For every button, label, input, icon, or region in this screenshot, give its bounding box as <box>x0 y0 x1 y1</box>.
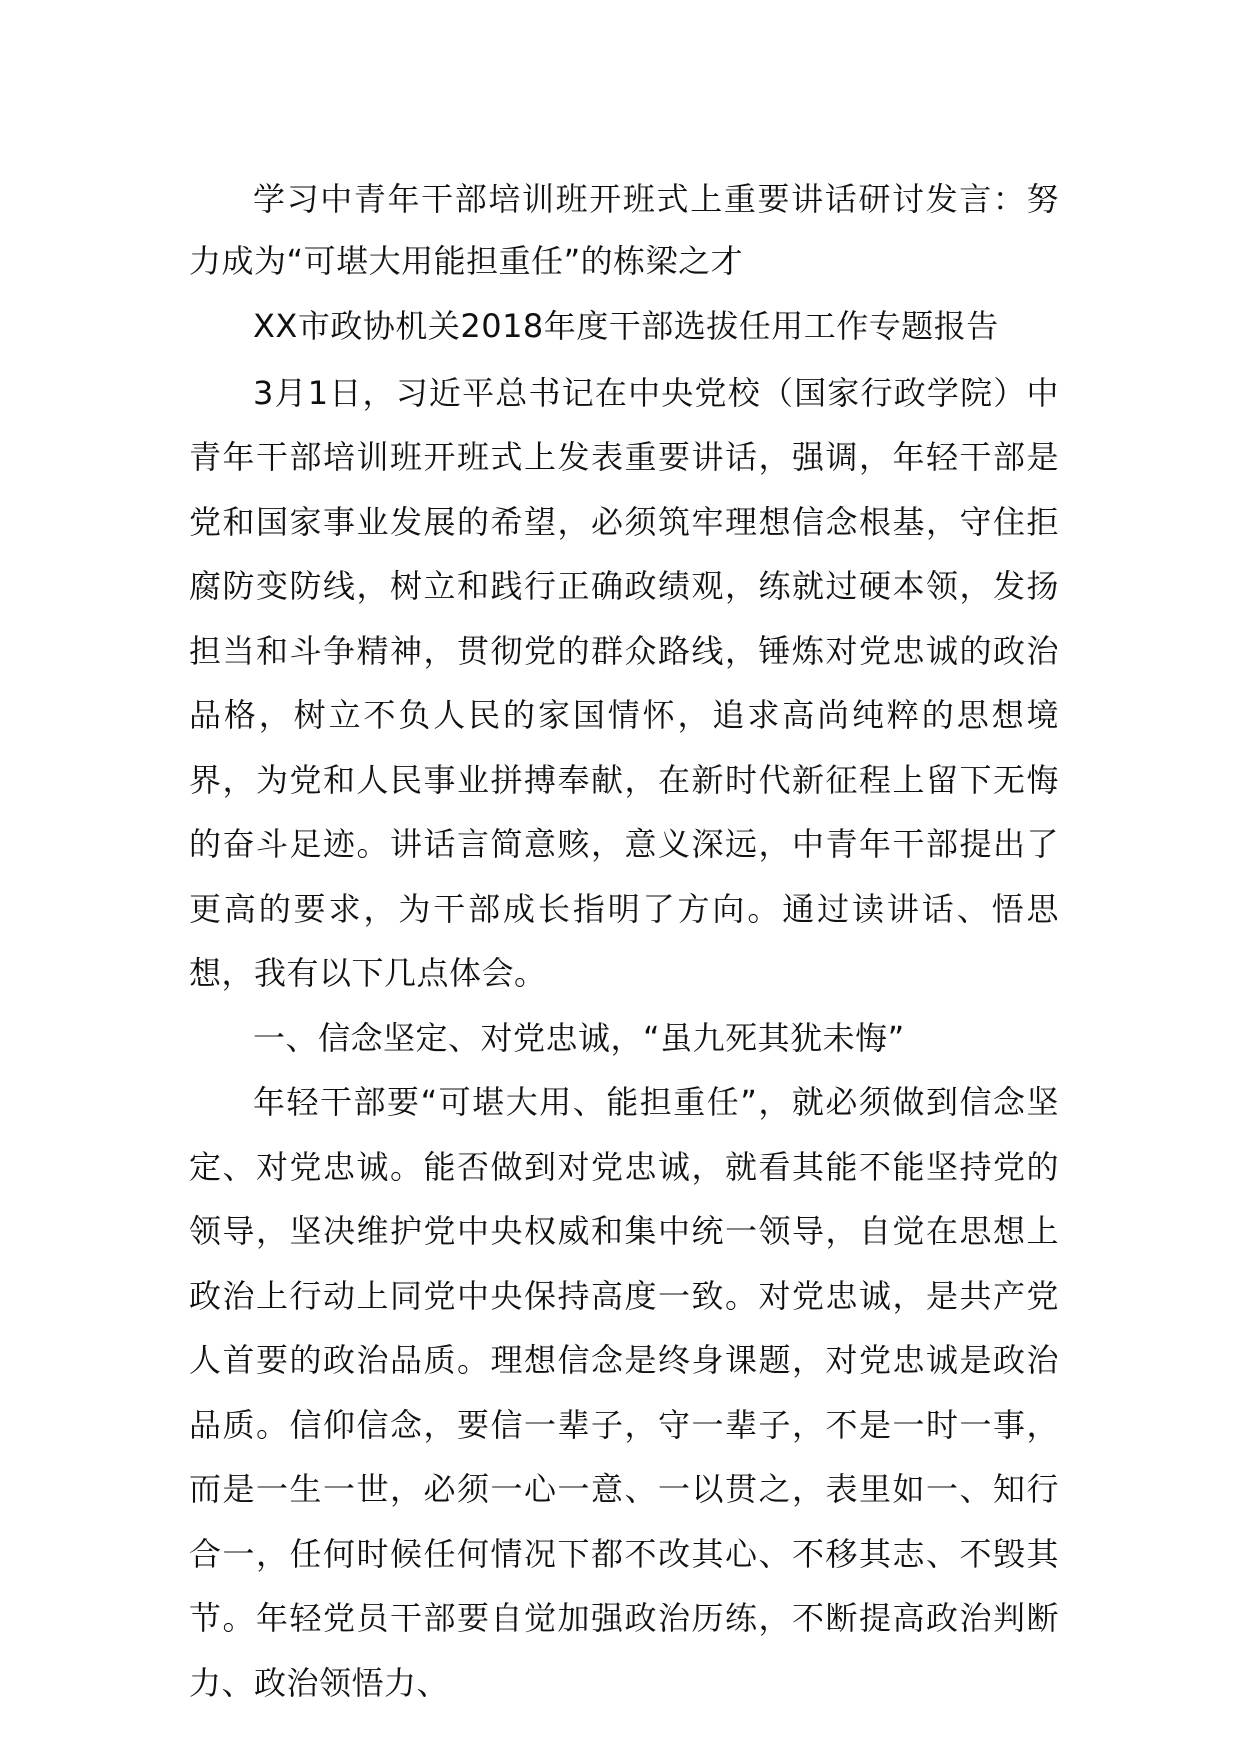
body-paragraph-section-1: 年轻干部要“可堪大用、能担重任”，就必须做到信念坚定、对党忠诚。能否做到对党忠诚，就看其能不能坚持党的领导，坚决维护党中央权威和集中统一领导，自觉在思想上政治上行动上同党中央保持高度一致。对党忠诚，是共产党人首要的政治品质。理想信念是终身课题，对党忠诚是政治品质。信仰信念，要信一辈子，守一辈子，不是一时一事，而是一生一世，必须一心一意、一以贯之，表里如一、知行合一，任何时候任何情况下都不改其心、不移其志、不毁其节。年轻党员干部要自觉加强政治历练，不断提高政治判断力、政治领悟力、 <box>189 1083 1059 1702</box>
body-paragraph-intro: 3月1日，习近平总书记在中央党校（国家行政学院）中青年干部培训班开班式上发表重要讲话，强调，年轻干部是党和国家事业发展的希望，必须筑牢理想信念根基，守住拒腐防变防线，树立和践行正确政绩观，练就过硬本领，发扬担当和斗争精神，贯彻党的群众路线，锤炼对党忠诚的政治品格，树立不负人民的家国情怀，追求高尚纯粹的思想境界，为党和人民事业拼搏奉献，在新时代新征程上留下无悔的奋斗足迹。讲话言简意赅，意义深远，中青年干部提出了更高的要求，为干部成长指明了方向。通过读讲话、悟思想，我有以下几点体会。 <box>189 373 1059 992</box>
document-body <box>189 168 1059 1715</box>
document-title: 学习中青年干部培训班开班式上重要讲话研讨发言：努力成为“可堪大用能担重任”的栋梁之才 <box>189 180 1059 280</box>
section-heading-1: 一、信念坚定、对党忠诚，“虽九死其犹未悔” <box>253 1018 905 1057</box>
document-subtitle: XX市政协机关2018年度干部选拔任用工作专题报告 <box>253 307 999 345</box>
